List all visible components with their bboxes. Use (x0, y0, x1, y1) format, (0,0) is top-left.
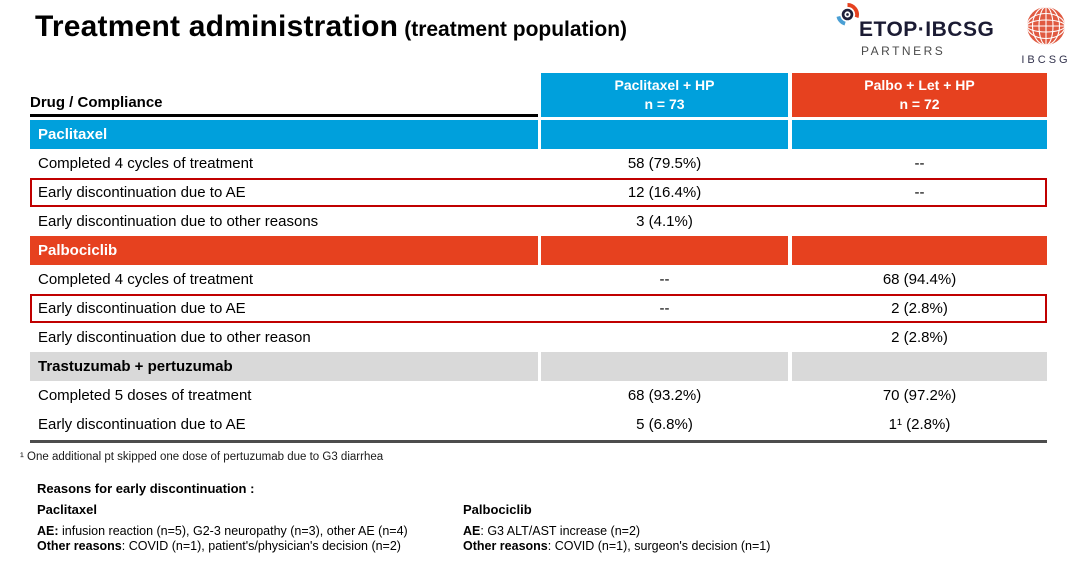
etop-logo-text: ETOP·IBCSG (859, 18, 995, 41)
reasons-palbociclib-title: Palbociclib (463, 502, 532, 517)
value-cell-arm2: 68 (94.4%) (882, 271, 957, 288)
value-cell-arm1 (541, 323, 788, 352)
row-label: Completed 5 doses of treatment (38, 387, 252, 404)
table-row (30, 410, 1047, 439)
reasons-paclitaxel-ae: AE: infusion reaction (n=5), G2-3 neuropathy (n=3), other AE (n=4) (37, 524, 408, 538)
table-row (30, 265, 1047, 294)
ibcsg-logo-text: IBCSG (1021, 54, 1071, 66)
value-cell-arm2 (792, 352, 1047, 381)
row-label: Paclitaxel (30, 120, 538, 149)
value-cell-arm1 (541, 120, 788, 149)
row-label: Early discontinuation due to AE (38, 184, 246, 201)
table-body (30, 120, 1047, 439)
column-header-drug-compliance: Drug / Compliance (30, 73, 538, 117)
reasons-palbociclib (463, 502, 883, 554)
table-header-row (30, 73, 1047, 117)
table-row (30, 207, 1047, 236)
value-cell-arm2: 70 (97.2%) (882, 387, 957, 404)
table-row (30, 178, 1047, 207)
reasons-palbociclib-other: Other reasons: COVID (n=1), surgeon's decision (n=1) (463, 539, 771, 553)
value-cell-arm2: 2 (2.8%) (891, 300, 948, 317)
column-header-palbo-let-hp (792, 73, 1047, 117)
row-label: Palbociclib (30, 236, 538, 265)
value-cell-arm1 (541, 236, 788, 265)
row-label: Trastuzumab + pertuzumab (30, 352, 538, 381)
value-cell-arm1: -- (659, 271, 670, 288)
reasons-paclitaxel-other: Other reasons: COVID (n=1), patient's/physician's decision (n=2) (37, 539, 401, 553)
reasons-block (37, 481, 771, 553)
treatment-table (30, 73, 1047, 443)
value-cell-arm2: 2 (2.8%) (891, 329, 948, 346)
title-sub: (treatment population) (404, 18, 628, 41)
value-cell-arm2: 1¹ (2.8%) (888, 416, 951, 433)
reasons-paclitaxel-title: Paclitaxel (37, 502, 97, 517)
footnote: ¹ One additional pt skipped one dose of pertuzumab due to G3 diarrhea (20, 451, 384, 463)
row-label: Early discontinuation due to AE (38, 300, 246, 317)
value-cell-arm1: 12 (16.4%) (627, 184, 702, 201)
value-cell-arm1: -- (659, 300, 670, 317)
table-row (30, 294, 1047, 323)
section-row (30, 236, 1047, 265)
row-label: Early discontinuation due to other reason (38, 329, 311, 346)
value-cell-arm1 (541, 352, 788, 381)
table-bottom-border (30, 440, 1047, 443)
page-title (35, 10, 627, 44)
etop-ibcsg-partners-logo (836, 3, 1006, 61)
title-main: Treatment administration (35, 10, 399, 43)
table-row (30, 381, 1047, 410)
table-row (30, 323, 1047, 352)
ibcsg-globe-icon (1025, 5, 1067, 47)
column-header-paclitaxel-hp (541, 73, 788, 117)
reasons-palbociclib-ae: AE: G3 ALT/AST increase (n=2) (463, 524, 641, 538)
etop-logo-subtext: PARTNERS (861, 44, 946, 58)
value-cell-arm1: 3 (4.1%) (636, 213, 693, 230)
value-cell-arm1: 5 (6.8%) (636, 416, 693, 433)
arm-n: n = 72 (899, 96, 940, 112)
reasons-heading: Reasons for early discontinuation : (37, 481, 255, 496)
value-cell-arm2 (792, 120, 1047, 149)
value-cell-arm1: 58 (79.5%) (627, 155, 702, 172)
reasons-paclitaxel (37, 502, 457, 554)
value-cell-arm1: 68 (93.2%) (627, 387, 702, 404)
value-cell-arm2: -- (914, 184, 925, 201)
value-cell-arm2 (792, 207, 1047, 236)
arm-name: Palbo + Let + HP (864, 77, 975, 94)
section-row (30, 352, 1047, 381)
row-label: Completed 4 cycles of treatment (38, 155, 254, 172)
row-label: Early discontinuation due to AE (38, 416, 246, 433)
arm-name: Paclitaxel + HP (614, 77, 715, 94)
row-label: Early discontinuation due to other reasons (38, 213, 319, 230)
section-row (30, 120, 1047, 149)
etop-swirl-icon (836, 3, 859, 26)
row-label: Completed 4 cycles of treatment (38, 271, 254, 288)
table-row (30, 149, 1047, 178)
ibcsg-logo (1018, 5, 1074, 66)
arm-n: n = 73 (644, 96, 685, 112)
value-cell-arm2 (792, 236, 1047, 265)
value-cell-arm2: -- (914, 155, 925, 172)
